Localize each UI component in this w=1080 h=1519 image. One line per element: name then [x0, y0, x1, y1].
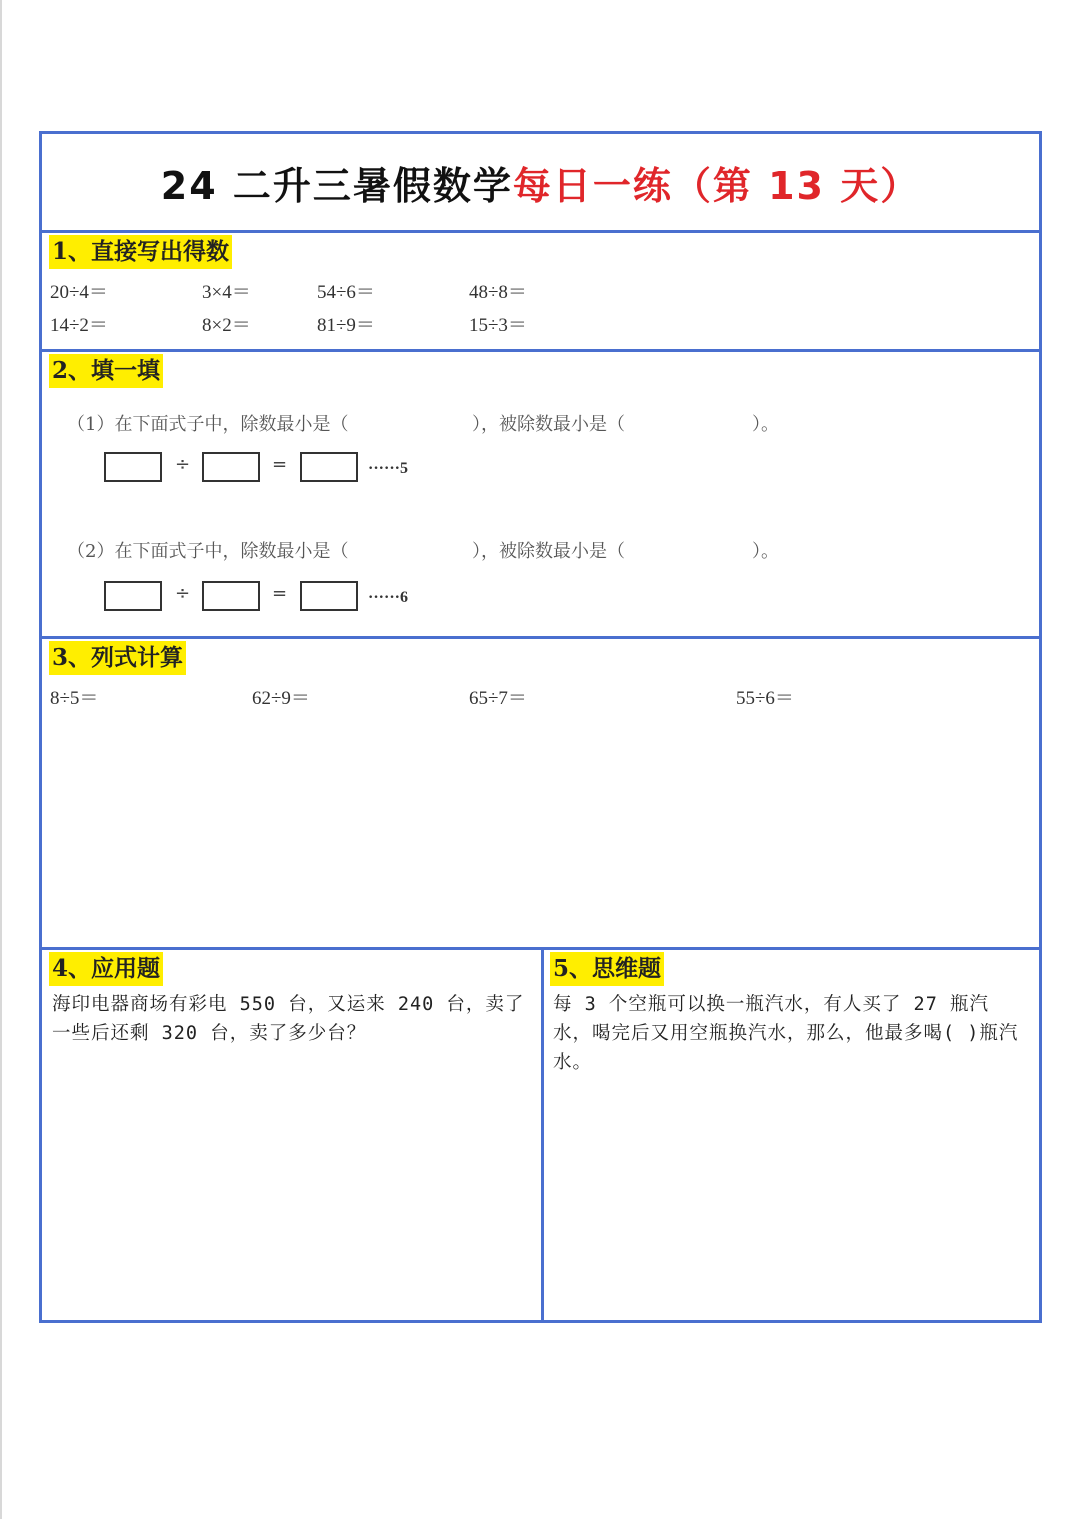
question-1-end: ）。: [752, 414, 779, 435]
divide-sign: ÷: [175, 583, 191, 604]
calc-item: 20÷4＝: [50, 282, 108, 303]
worksheet-title: [42, 134, 1039, 230]
calc-item: 3×4＝: [202, 282, 251, 303]
title-main: 24 二升三暑假数学: [160, 163, 513, 208]
section-2-label: 2、填一填: [49, 354, 163, 388]
worksheet: [39, 131, 1042, 1323]
calc-item: 62÷9＝: [252, 688, 310, 709]
question-1-mid: ），被除数最小是（: [472, 414, 625, 435]
calc-item: 8×2＝: [202, 315, 251, 336]
calc-item: 54÷6＝: [317, 282, 375, 303]
title-highlight: 每日一练（第 13 天）: [512, 163, 921, 208]
page-edge: [0, 0, 2, 1519]
remainder-label: ······5: [368, 460, 409, 477]
divider-3: [42, 636, 1039, 639]
blank-box[interactable]: [104, 581, 162, 611]
question-2-end: ）。: [752, 541, 779, 562]
section-1-label: 1、直接写出得数: [49, 235, 232, 269]
remainder-label: ······6: [368, 589, 409, 606]
calc-item: 65÷7＝: [469, 688, 527, 709]
calc-item: 14÷2＝: [50, 315, 108, 336]
section-4-label: 4、应用题: [49, 952, 163, 986]
section-5-label: 5、思维题: [550, 952, 664, 986]
calc-item: 8÷5＝: [50, 688, 99, 709]
calc-item: 48÷8＝: [469, 282, 527, 303]
equals-sign: =: [272, 454, 288, 475]
blank-box[interactable]: [202, 452, 260, 482]
calc-item: 15÷3＝: [469, 315, 527, 336]
blank-box[interactable]: [202, 581, 260, 611]
question-1-prefix: （1）在下面式子中，除数最小是（: [67, 414, 349, 435]
question-2-prefix: （2）在下面式子中，除数最小是（: [67, 541, 349, 562]
word-problem-text: 海印电器商场有彩电 550 台，又运来 240 台，卖了一些后还剩 320 台，卖了多少台？: [52, 994, 525, 1044]
blank-box[interactable]: [300, 452, 358, 482]
blank-box[interactable]: [300, 581, 358, 611]
thinking-problem-text: 每 3 个空瓶可以换一瓶汽水，有人买了 27 瓶汽水，喝完后又用空瓶换汽水，那么，他最多喝( )瓶汽水。: [553, 994, 1019, 1073]
blank-box[interactable]: [104, 452, 162, 482]
divider-vertical: [541, 950, 544, 1320]
calc-item: 81÷9＝: [317, 315, 375, 336]
equals-sign: =: [272, 583, 288, 604]
section-3-label: 3、列式计算: [49, 641, 186, 675]
divide-sign: ÷: [175, 454, 191, 475]
divider-2: [42, 349, 1039, 352]
question-2-mid: ），被除数最小是（: [472, 541, 625, 562]
calc-item: 55÷6＝: [736, 688, 794, 709]
divider-1: [42, 230, 1039, 233]
